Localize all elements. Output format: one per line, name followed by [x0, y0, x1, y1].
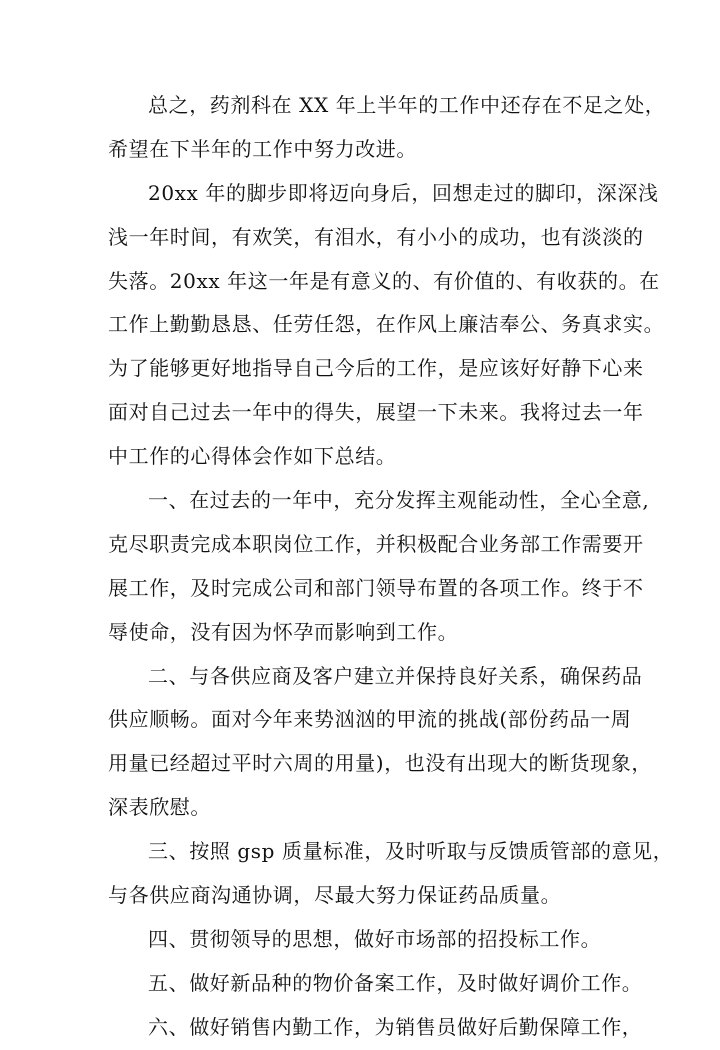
paragraph-line: 浅一年时间，有欢笑，有泪水，有小小的成功，也有淡淡的	[108, 224, 644, 249]
paragraph-line: 五、做好新品种的物价备案工作，及时做好调价工作。	[148, 970, 643, 995]
paragraph-line: 四、贯彻领导的思想，做好市场部的招投标工作。	[148, 926, 602, 951]
paragraph-line: 用量已经超过平时六周的用量)，也没有出现大的断货现象，	[108, 751, 653, 776]
paragraph-line: 克尽职责完成本职岗位工作，并积极配合业务部工作需要开	[108, 531, 644, 556]
paragraph-line: 工作上勤勤恳恳、任劳任怨，在作风上廉洁奉公、务真求实。	[108, 312, 665, 337]
paragraph-line: 20xx 年的脚步即将迈向身后，回想走过的脚印，深深浅	[148, 180, 659, 205]
paragraph-line: 六、做好销售内勤工作，为销售员做好后勤保障工作，	[148, 1014, 643, 1039]
paragraph-line: 二、与各供应商及客户建立并保持良好关系，确保药品	[148, 663, 643, 688]
paragraph-line: 希望在下半年的工作中努力改进。	[108, 136, 417, 161]
paragraph-line: 辱使命，没有因为怀孕而影响到工作。	[108, 619, 459, 644]
paragraph-line: 为了能够更好地指导自己今后的工作，是应该好好静下心来	[108, 356, 644, 381]
paragraph-line: 展工作，及时完成公司和部门领导布置的各项工作。终于不	[108, 575, 644, 600]
paragraph-line: 与各供应商沟通协调，尽最大努力保证药品质量。	[108, 883, 562, 908]
paragraph-line: 一、在过去的一年中，充分发挥主观能动性，全心全意,	[148, 488, 650, 513]
paragraph-line: 总之，药剂科在 XX 年上半年的工作中还存在不足之处，	[148, 93, 666, 117]
paragraph-line: 三、按照 gsp 质量标准，及时听取与反馈质管部的意见，	[148, 839, 674, 864]
document-page	[108, 84, 674, 1050]
paragraph-line: 面对自己过去一年中的得失，展望一下未来。我将过去一年	[108, 400, 644, 425]
paragraph-line: 供应顺畅。面对今年来势汹汹的甲流的挑战(部份药品一周	[108, 707, 632, 732]
paragraph-line: 中工作的心得体会作如下总结。	[108, 444, 397, 469]
paragraph-line: 深表欣慰。	[108, 795, 211, 820]
paragraph-line: 失落。20xx 年这一年是有意义的、有价值的、有收获的。在	[108, 268, 660, 293]
